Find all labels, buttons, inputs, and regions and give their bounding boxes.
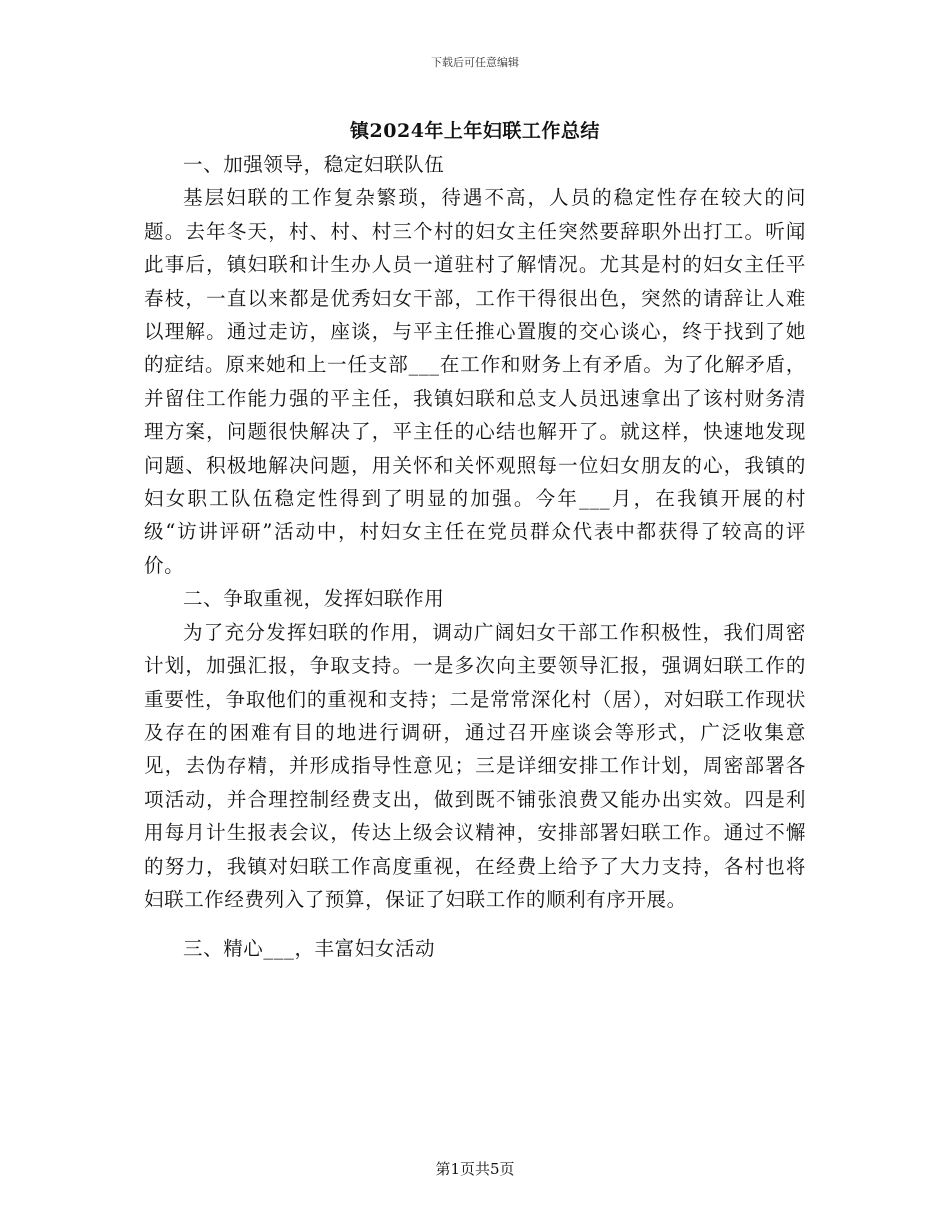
section-heading-2: 二、争取重视，发挥妇联作用 — [183, 587, 445, 611]
section-paragraph-1: 基层妇联的工作复杂繁琐，待遇不高，人员的稳定性存在较大的问题。去年冬天，村、村、村三个村的妇女主任突然要辞职外出打工。听闻此事后，镇妇联和计生办人员一道驻村了解情况。尤其是村的妇女主任平春枝，一直以来都是优秀妇女干部，工作干得很出色，突然的请辞让人难以理解。通过走访，座谈，与平主任推心置腹的交心谈心，终于找到了她的症结。原来她和上一任支部___在工作和财务上有矛盾。为了化解矛盾，并留住工作能力强的平主任，我镇妇联和总支人员迅速拿出了该村财务清理方案，问题很快解决了，平主任的心结也解开了。就这样，快速地发现问题、积极地解决问题，用关怀和关怀观照每一位妇女朋友的心，我镇的妇女职工队伍稳定性得到了明显的加强。今年___月，在我镇开展的村级“访讲评研”活动中，村妇女主任在党员群众代表中都获得了较高的评价。 — [144, 186, 806, 577]
document-body — [144, 148, 806, 966]
section-heading-1: 一、加强领导，稳定妇联队伍 — [183, 153, 445, 176]
section-paragraph-2: 为了充分发挥妇联的作用，调动广阔妇女干部工作积极性，我们周密计划，加强汇报，争取支持。一是多次向主要领导汇报，强调妇联工作的重要性，争取他们的重视和支持；二是常常深化村（居），对妇联工作现状及存在的困难有目的地进行调研，通过召开座谈会等形式，广泛收集意见，去伪存精，并形成指导性意见；三是详细安排工作计划，周密部署各项活动，并合理控制经费支出，做到既不铺张浪费又能办出实效。四是利用每月计生报表会议，传达上级会议精神，安排部署妇联工作。通过不懈的努力，我镇对妇联工作高度重视，在经费上给予了大力支持，各村也将妇联工作经费列入了预算，保证了妇联工作的顺利有序开展。 — [144, 620, 806, 911]
header-note: 下载后可任意编辑 — [431, 56, 519, 69]
page-indicator: 第1页共5页 — [435, 1160, 515, 1178]
document-title: 镇2024年上年妇联工作总结 — [350, 120, 600, 142]
section-heading-3: 三、精心___，丰富妇女活动 — [183, 937, 436, 961]
